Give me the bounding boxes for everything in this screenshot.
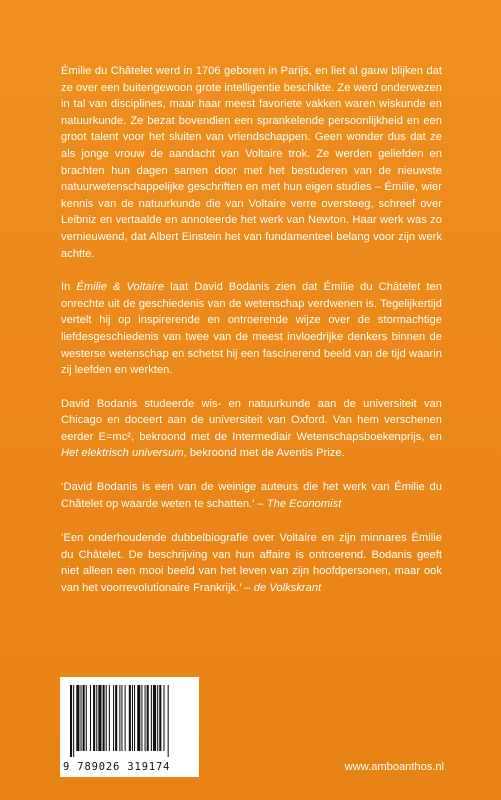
barcode-bar <box>134 685 135 751</box>
paragraph-intro-text: Émilie du Châtelet werd in 1706 geboren in Parijs, en liet al gauw blijken dat ze over een buitengewoon grote intelligentie beschikte. Ze werd onderwezen in tal van disciplines, maar haar meest favoriete vakken waren wiskunde en natuurkunde. Ze bezat bovendien een sprankelende persoonlijkheid en een groot talent voor het sluiten van vriendschappen. Geen wonder dus dat ze als jonge vrouw de aandacht van Voltaire trok. Ze werden geliefden en brachten hun dagen samen door met het bestuderen van de nieuwste natuurwetenschappelijke geschriften en met hun eigen studies – Émilie, wier kennis van de natuurkunde die van Voltaire verre oversteeg, schreef over Leibniz en vertaalde en annoteerde het werk van Newton. Haar werk was zo vernieuwend, dat Albert Einstein het van fundamenteel belang voor zijn werk achtte. <box>61 65 442 260</box>
publisher-website[interactable]: www.amboanthos.nl <box>344 761 444 773</box>
barcode-bar <box>70 685 72 757</box>
review-quote-volkskrant <box>61 530 442 596</box>
barcode-bar <box>109 685 110 751</box>
barcode-bar <box>86 685 87 751</box>
barcode-bar <box>163 685 164 751</box>
barcode-bar <box>81 685 82 751</box>
barcode-bar <box>119 685 120 751</box>
quote-source: de Volkskrant <box>253 582 322 595</box>
barcode-bar <box>83 685 85 751</box>
barcode-bar <box>90 685 91 751</box>
review-quote-economist <box>61 479 442 512</box>
barcode-bar <box>125 685 126 751</box>
paragraph-author-end: , bekroond met de Aventis Prize. <box>183 447 345 460</box>
isbn-barcode <box>60 677 199 777</box>
barcode-bar <box>115 685 117 751</box>
paragraph-book-prefix: In <box>61 281 77 294</box>
quote-text: ‘David Bodanis is een van de weinige auteurs die het werk van Émilie du Châtelet op waarde weten te schatten.’ – <box>61 481 442 510</box>
paragraph-author-text: David Bodanis studeerde wis- en natuurkunde aan de universiteit van Chicago en doceert aan de universiteit van Oxford. Van hem verschenen eerder E=mc², bekroond met de Intermediair Wetenschapsboekenprijs, en <box>61 397 442 443</box>
paragraph-intro <box>61 63 442 262</box>
quote-text: ‘Een onderhoudende dubbelbiografie over Voltaire en zijn minnares Émilie du Châtelet. De beschrijving van hun affaire is ontroerend. Bodanis geeft niet alleen een mooi beeld van het leven van zijn hoofdpersonen, maar ook van het voorrevolutionaire Frankrijk.’ – <box>61 532 442 595</box>
paragraph-book <box>61 279 442 379</box>
barcode-bar <box>76 685 79 751</box>
barcode-bar <box>168 685 169 757</box>
barcode-bar <box>141 685 142 751</box>
barcode-number: 9 789026 319174 <box>63 761 171 773</box>
barcode-bar <box>103 685 105 751</box>
book-title-italic: Émilie & Voltaire <box>76 281 165 294</box>
barcode-bars <box>70 685 189 757</box>
paragraph-author <box>61 396 442 462</box>
barcode-bar <box>132 685 133 751</box>
paragraph-book-text: laat David Bodanis zien dat Émilie du Châtelet ten onrechte uit de geschiedenis van de wetenschap verdwenen is. Tegelijkertijd vertelt hij op inspirerende en ontroerende wijze over de stormachtige liefdesgeschiedenis van twee van de meest invloedrijke denkers binnen de westerse wetenschap en schetst hij een fascinerend beeld van de tijd waarin zij leefden en werkten. <box>61 281 442 377</box>
barcode-bar <box>137 685 140 751</box>
barcode-bar <box>157 685 158 751</box>
barcode-bar <box>147 685 149 751</box>
barcode-bar <box>96 685 97 751</box>
previous-book-title: Het elektrisch universum <box>61 447 184 460</box>
barcode-bar <box>121 685 122 751</box>
barcode-bar <box>98 685 101 751</box>
barcode-bar <box>153 685 156 751</box>
blurb-text <box>61 63 442 615</box>
barcode-bar <box>145 685 146 751</box>
barcode-bar <box>106 685 107 751</box>
quote-source: The Economist <box>266 497 342 510</box>
barcode-bar <box>159 685 161 751</box>
barcode-bar <box>93 685 95 751</box>
barcode-bar <box>129 685 131 751</box>
barcode-bar <box>73 685 74 757</box>
barcode-bar <box>113 685 114 751</box>
barcode-bar <box>151 685 152 751</box>
